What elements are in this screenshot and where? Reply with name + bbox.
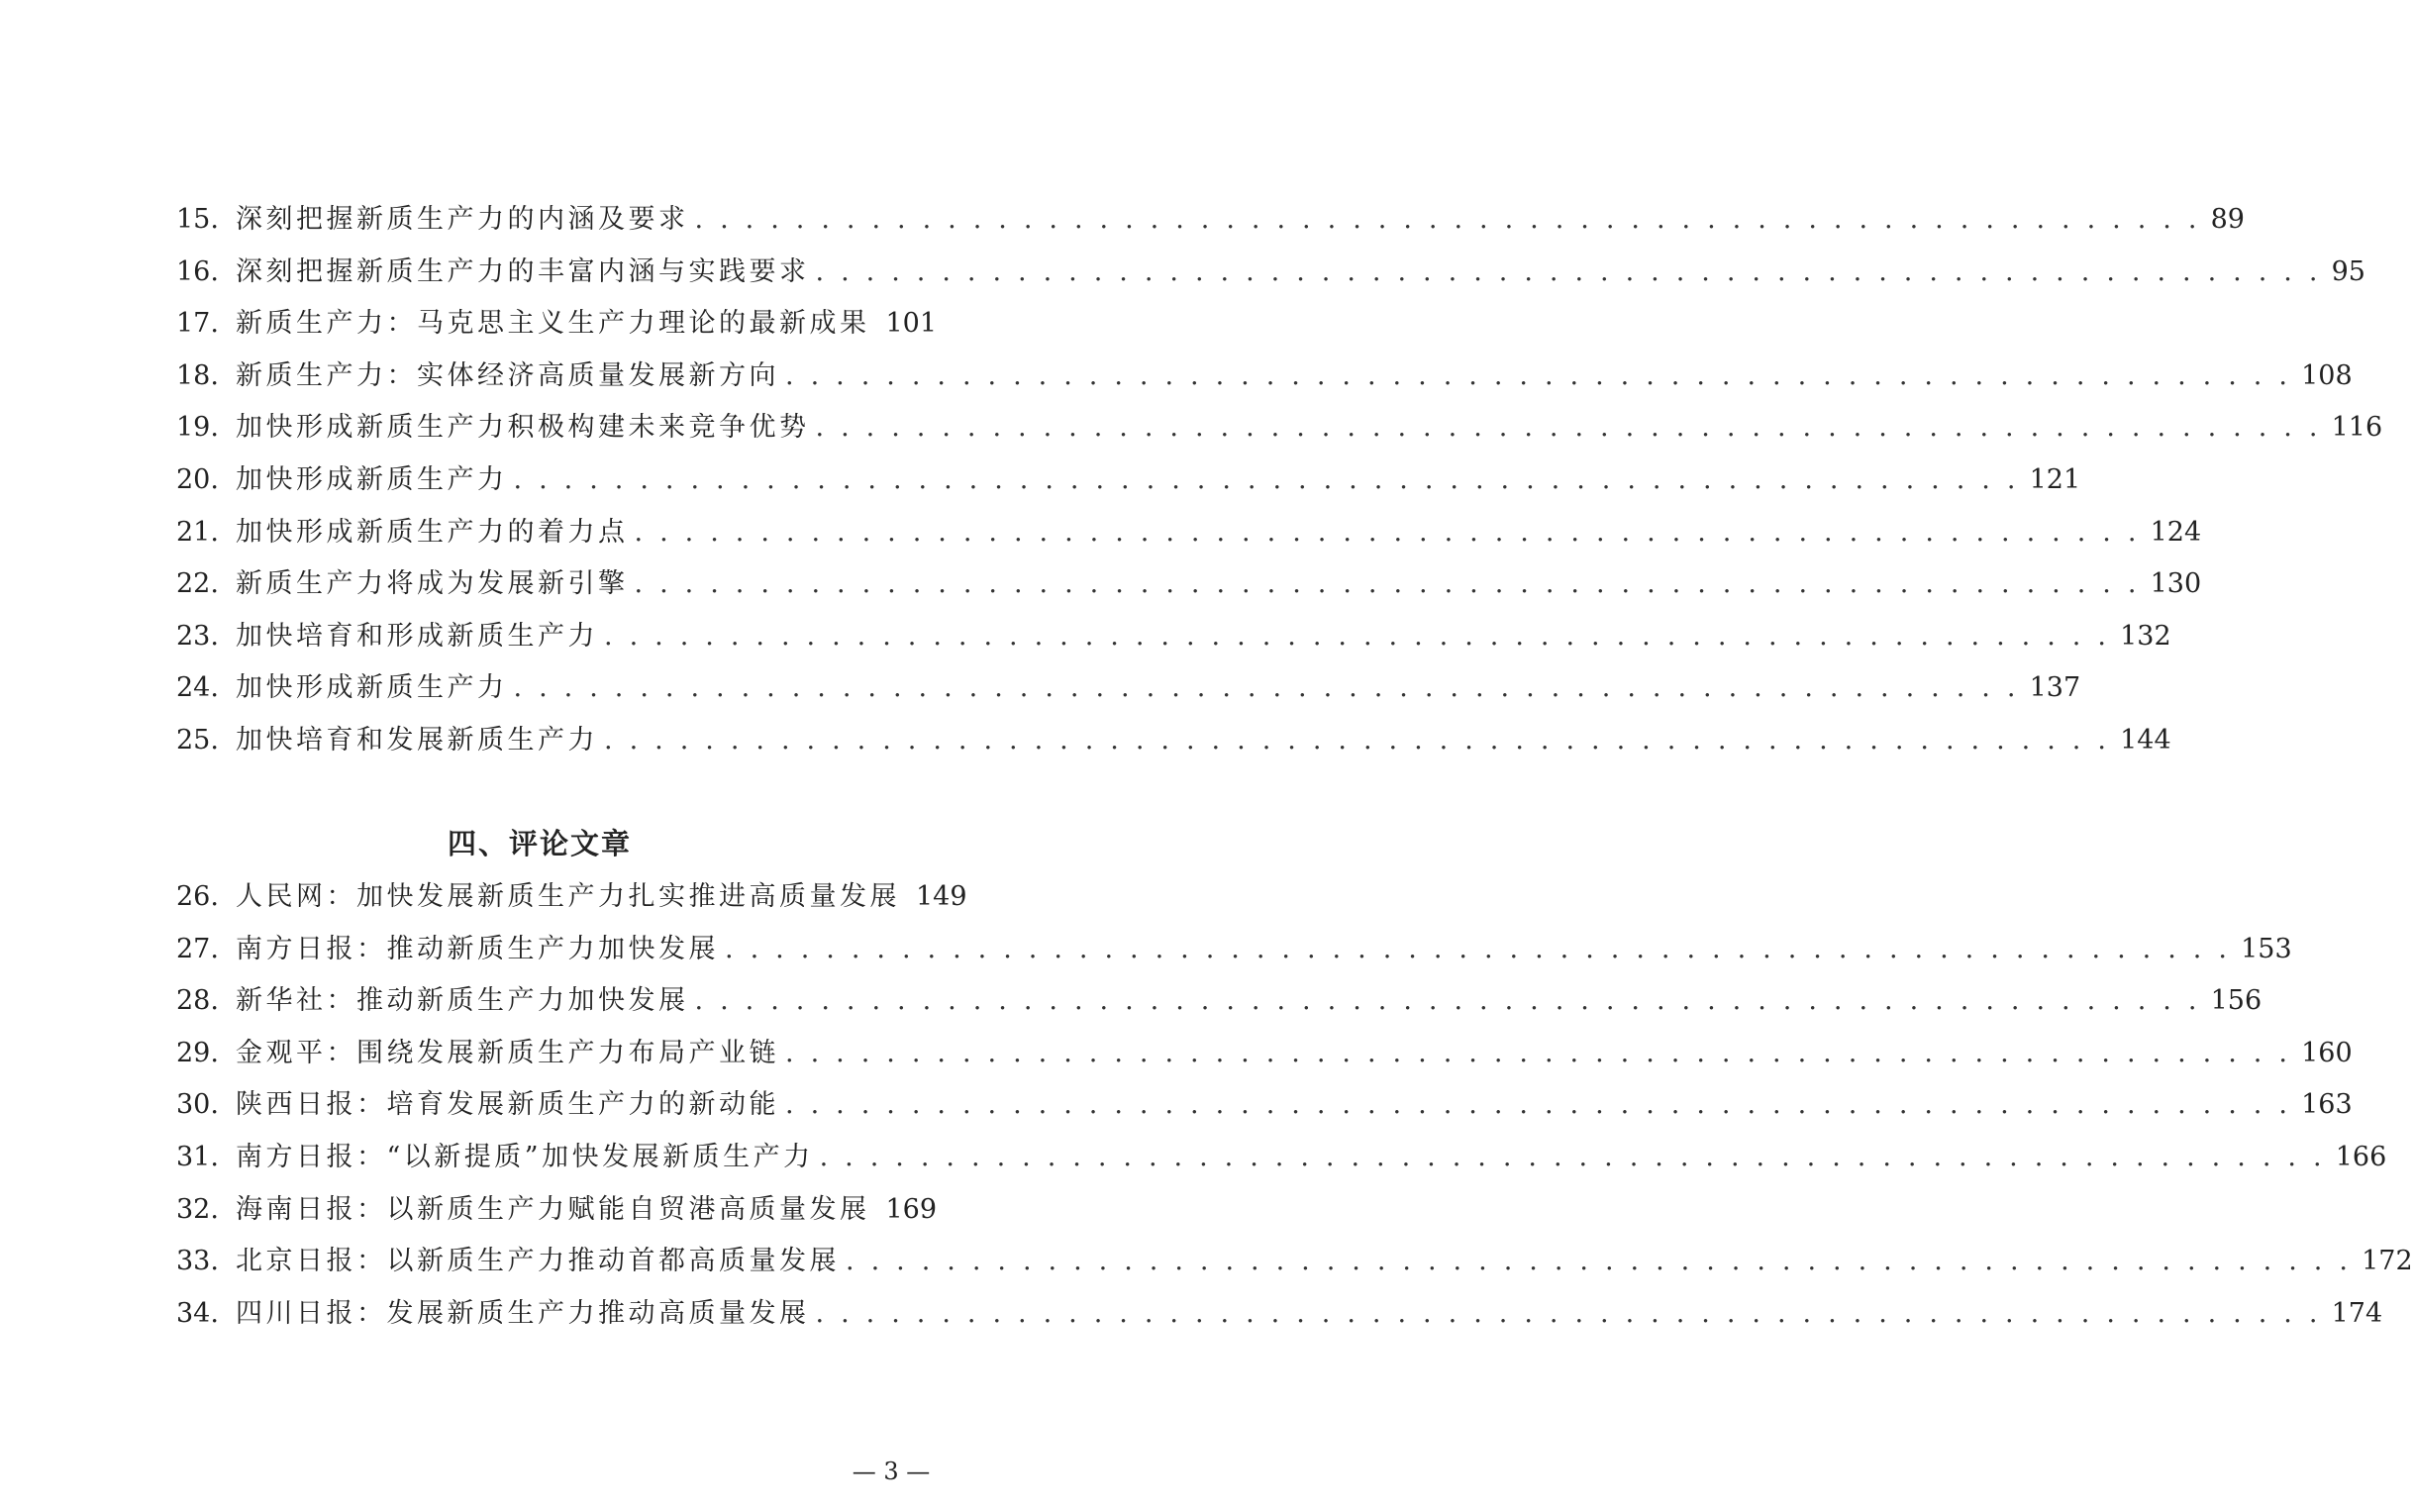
toc-entry-leader: . . . . . . . . . . . . . . . . . . . . . . . . . . . . . . . . . . . . . . . . . . . . . . . . . . . . . . . . . . . .	[785, 1037, 2292, 1068]
toc-entry-number: 29.	[176, 1037, 219, 1068]
toc-entry-leader: . . . . . . . . . . . . . . . . . . . . . . . . . . . . . . . . . . . . . . . . . . . . . . . . . . . . . . . . . . . .	[815, 1297, 2322, 1329]
toc-entry-page: 89	[2210, 204, 2245, 235]
toc-entry-title: 加快形成新质生产力的着力点	[236, 516, 629, 548]
toc-entry-page: 160	[2301, 1037, 2353, 1068]
toc-entry-title: 四川日报：发展新质生产力推动高质量发展	[236, 1297, 810, 1329]
toc-entry-number: 15.	[176, 204, 219, 235]
toc-entry-title: 加快培育和形成新质生产力	[236, 620, 598, 652]
toc-entry-title: 新质生产力：实体经济高质量发展新方向	[236, 359, 779, 391]
toc-entry-page: 116	[2331, 412, 2383, 444]
toc-entry-number: 25.	[176, 724, 219, 756]
toc-entry-number: 32.	[176, 1193, 219, 1225]
toc-entry-number: 22.	[176, 568, 219, 600]
toc-entry	[176, 1079, 2353, 1132]
toc-entry	[176, 1132, 2387, 1184]
toc-entry-number: 16.	[176, 255, 219, 287]
toc-entry-number: 27.	[176, 933, 219, 964]
toc-entry-title: 加快形成新质生产力	[236, 672, 508, 704]
toc-entry-title: 南方日报：“以新提质”加快发展新质生产力	[236, 1141, 814, 1172]
toc-entry	[176, 507, 2202, 559]
toc-entry	[176, 558, 2202, 611]
toc-entry	[176, 1184, 937, 1237]
page-number: — 3 —	[852, 1458, 931, 1485]
toc-entry-page: 95	[2331, 255, 2365, 287]
toc-entry	[176, 402, 2383, 454]
toc-entry	[176, 871, 967, 924]
toc-entry-page: 144	[2120, 724, 2171, 756]
toc-entry-number: 20.	[176, 463, 219, 495]
toc-entry-leader: . . . . . . . . . . . . . . . . . . . . . . . . . . . . . . . . . . . . . . . . . . . . . . . . . . . . . . . . . . . .	[785, 359, 2292, 391]
toc-entry-title: 加快形成新质生产力积极构建未来竞争优势	[236, 412, 810, 444]
toc-entry-leader: . . . . . . . . . . . . . . . . . . . . . . . . . . . . . . . . . . . . . . . . . . . . . . . . . . . . . . . . . . . .	[819, 1141, 2326, 1172]
toc-entry-title: 海南日报：以新质生产力赋能自贸港高质量发展	[236, 1193, 870, 1225]
toc-entry-title: 加快培育和发展新质生产力	[236, 724, 598, 756]
toc-entry-number: 19.	[176, 412, 219, 444]
toc-entry-page: 121	[2029, 463, 2081, 495]
toc-entry	[176, 611, 2171, 663]
toc-entry-page: 149	[916, 881, 967, 912]
toc-entry	[176, 975, 2262, 1028]
toc-entry-number: 33.	[176, 1246, 219, 1277]
toc-entry-title: 金观平：围绕发展新质生产力布局产业链	[236, 1037, 779, 1068]
toc-entry-leader: . . . . . . . . . . . . . . . . . . . . . . . . . . . . . . . . . . . . . . . . . . . . . . . . . . . . . . . . . . . .	[846, 1246, 2353, 1277]
toc-entry-title: 新华社：推动新质生产力加快发展	[236, 985, 689, 1017]
toc-entry-page: 153	[2241, 933, 2292, 964]
toc-entry	[176, 924, 2292, 976]
toc-entry-number: 31.	[176, 1141, 219, 1172]
toc-entry-number: 17.	[176, 308, 219, 340]
toc-entry-title: 新质生产力将成为发展新引擎	[236, 568, 629, 600]
toc-entry-leader: . . . . . . . . . . . . . . . . . . . . . . . . . . . . . . . . . . . . . . . . . . . . . . . . . . . . . . . . . . . .	[785, 1089, 2292, 1121]
toc-entry-page: 132	[2120, 620, 2171, 652]
toc-entry-title: 陕西日报：培育发展新质生产力的新动能	[236, 1089, 779, 1121]
toc-entry-leader: . . . . . . . . . . . . . . . . . . . . . . . . . . . . . . . . . . . . . . . . . . . . . . . . . . . . . . . . . . . .	[634, 516, 2141, 548]
toc-entry-number: 18.	[176, 359, 219, 391]
toc-entry-page: 130	[2150, 568, 2202, 600]
toc-entry-number: 34.	[176, 1297, 219, 1329]
toc-entry-page: 169	[885, 1193, 938, 1225]
toc-list-part1	[176, 194, 2383, 767]
toc-entry-page: 124	[2150, 516, 2202, 548]
toc-entry-page: 163	[2301, 1089, 2353, 1121]
toc-entry-leader: . . . . . . . . . . . . . . . . . . . . . . . . . . . . . . . . . . . . . . . . . . . . . . . . . . . . . . . . . . . .	[815, 255, 2322, 287]
toc-entry-leader: . . . . . . . . . . . . . . . . . . . . . . . . . . . . . . . . . . . . . . . . . . . . . . . . . . . . . . . . . . . .	[815, 412, 2322, 444]
toc-entry-leader: . . . . . . . . . . . . . . . . . . . . . . . . . . . . . . . . . . . . . . . . . . . . . . . . . . . . . . . . . . . .	[513, 463, 2020, 495]
toc-entry	[176, 194, 2245, 247]
toc-entry	[176, 247, 2365, 299]
section-heading: 四、评论文章	[447, 827, 632, 860]
toc-entry-title: 南方日报：推动新质生产力加快发展	[236, 933, 719, 964]
toc-entry-leader: . . . . . . . . . . . . . . . . . . . . . . . . . . . . . . . . . . . . . . . . . . . . . . . . . . . . . . . . . . . .	[725, 933, 2232, 964]
toc-entry-page: 172	[2362, 1246, 2413, 1277]
toc-entry-title: 新质生产力：马克思主义生产力理论的最新成果	[236, 308, 870, 340]
toc-entry	[176, 298, 937, 351]
toc-entry	[176, 662, 2081, 715]
toc-entry-page: 108	[2301, 359, 2353, 391]
toc-entry-number: 24.	[176, 672, 219, 704]
toc-entry-title: 加快形成新质生产力	[236, 463, 508, 495]
toc-entry	[176, 1288, 2383, 1341]
toc-entry-leader: . . . . . . . . . . . . . . . . . . . . . . . . . . . . . . . . . . . . . . . . . . . . . . . . . . . . . . . . . . . .	[694, 204, 2201, 235]
toc-entry-number: 30.	[176, 1089, 219, 1121]
toc-entry-leader: . . . . . . . . . . . . . . . . . . . . . . . . . . . . . . . . . . . . . . . . . . . . . . . . . . . . . . . . . . . .	[604, 724, 2111, 756]
toc-entry-page: 174	[2331, 1297, 2383, 1329]
toc-entry	[176, 454, 2081, 507]
toc-entry-page: 137	[2029, 672, 2081, 704]
toc-entry-leader: . . . . . . . . . . . . . . . . . . . . . . . . . . . . . . . . . . . . . . . . . . . . . . . . . . . . . . . . . . . .	[604, 620, 2111, 652]
toc-entry-number: 26.	[176, 881, 219, 912]
toc-entry	[176, 1028, 2353, 1080]
toc-entry-leader: . . . . . . . . . . . . . . . . . . . . . . . . . . . . . . . . . . . . . . . . . . . . . . . . . . . . . . . . . . . .	[513, 672, 2020, 704]
toc-entry-title: 北京日报：以新质生产力推动首都高质量发展	[236, 1246, 840, 1277]
toc-entry-title: 人民网：加快发展新质生产力扎实推进高质量发展	[236, 881, 900, 912]
toc-entry-title: 深刻把握新质生产力的丰富内涵与实践要求	[236, 255, 810, 287]
toc-entry-number: 21.	[176, 516, 219, 548]
toc-entry-page: 156	[2210, 985, 2262, 1017]
toc-entry-page: 166	[2335, 1141, 2387, 1172]
toc-entry	[176, 1236, 2413, 1288]
toc-entry-number: 23.	[176, 620, 219, 652]
toc-entry-leader: . . . . . . . . . . . . . . . . . . . . . . . . . . . . . . . . . . . . . . . . . . . . . . . . . . . . . . . . . . . .	[634, 568, 2141, 600]
toc-entry-page: 101	[885, 308, 938, 340]
toc-entry-title: 深刻把握新质生产力的内涵及要求	[236, 204, 689, 235]
toc-entry-leader: . . . . . . . . . . . . . . . . . . . . . . . . . . . . . . . . . . . . . . . . . . . . . . . . . . . . . . . . . . . .	[694, 985, 2201, 1017]
toc-list-part2	[176, 871, 2413, 1340]
toc-entry	[176, 715, 2171, 767]
toc-entry	[176, 351, 2353, 403]
toc-entry-number: 28.	[176, 985, 219, 1017]
